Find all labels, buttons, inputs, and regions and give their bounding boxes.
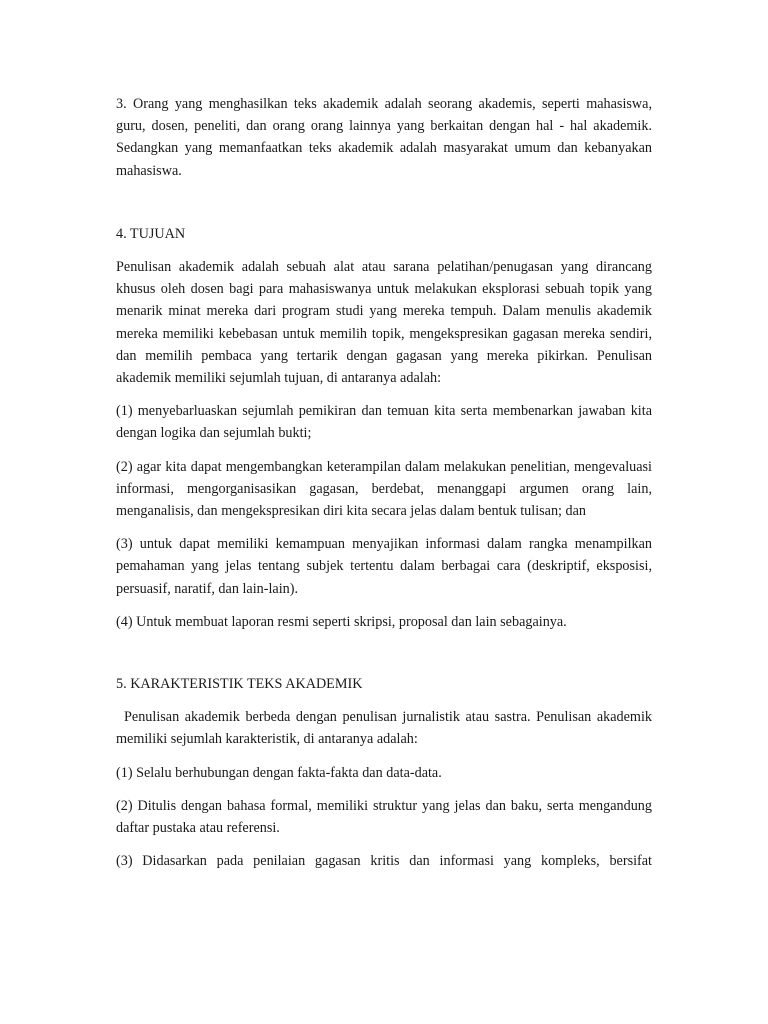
section-4-item-4: (4) Untuk membuat laporan resmi seperti skripsi, proposal dan lain sebagainya. bbox=[116, 613, 567, 630]
section-4-heading: 4. TUJUAN bbox=[116, 225, 186, 242]
section-5-item-1: (1) Selalu berhubungan dengan fakta-fakta dan data-data. bbox=[116, 764, 442, 781]
section-4-item-3: (3) untuk dapat memiliki kemampuan menyajikan informasi dalam rangka menampilkan pemahaman yang jelas tentang subjek tertentu dalam berbagai cara (deskriptif, eksposisi, persuasif, naratif, dan lain-lain). bbox=[116, 536, 652, 597]
section-3-paragraph: 3. Orang yang menghasilkan teks akademik adalah seorang akademis, seperti mahasiswa, guru, dosen, peneliti, dan orang orang lainnya yang berkaitan dengan hal - hal akademik. Sedangkan yang memanfaatkan teks akademik adalah masyarakat umum dan kebanyakan mahasiswa. bbox=[116, 96, 652, 179]
section-5-intro-paragraph bbox=[116, 706, 652, 750]
section-4-item-2: (2) agar kita dapat mengembangkan keterampilan dalam melakukan penelitian, mengevaluasi informasi, mengorganisasikan gagasan, berdebat, menanggapi argumen orang lain, menganalisis, dan mengekspresikan diri kita secara jelas dalam bentuk tulisan; dan bbox=[116, 458, 652, 520]
section-5-heading: 5. KARAKTERISTIK TEKS AKADEMIK bbox=[116, 676, 363, 693]
document-page bbox=[116, 93, 652, 872]
section-4-item-1: (1) menyebarluaskan sejumlah pemikiran dan temuan kita serta membenarkan jawaban kita dengan logika dan sejumlah bukti; bbox=[116, 403, 652, 442]
section-5-intro: Penulisan akademik berbeda dengan penulisan jurnalistik atau sastra. Penulisan akademik memiliki sejumlah karakteristik, di antaranya adalah: bbox=[116, 709, 652, 748]
section-4-intro: Penulisan akademik adalah sebuah alat atau sarana pelatihan/penugasan yang dirancang khusus oleh dosen bagi para mahasiswanya untuk melakukan eksplorasi sebuah topik yang menarik minat mereka dari program studi yang mereka tempuh. Dalam menulis akademik mereka memiliki kebebasan untuk memilih topik, mengekspresikan gagasan mereka sendiri, dan memilih pembaca yang tertarik dengan gagasan yang mereka pikirkan. Penulisan akademik memiliki sejumlah tujuan, di antaranya adalah: bbox=[116, 259, 652, 387]
section-5-item-3: (3) Didasarkan pada penilaian gagasan kritis dan informasi yang kompleks, bersifat bbox=[116, 853, 652, 870]
section-5-item-2: (2) Ditulis dengan bahasa formal, memiliki struktur yang jelas dan baku, serta mengandung daftar pustaka atau referensi. bbox=[116, 797, 652, 837]
